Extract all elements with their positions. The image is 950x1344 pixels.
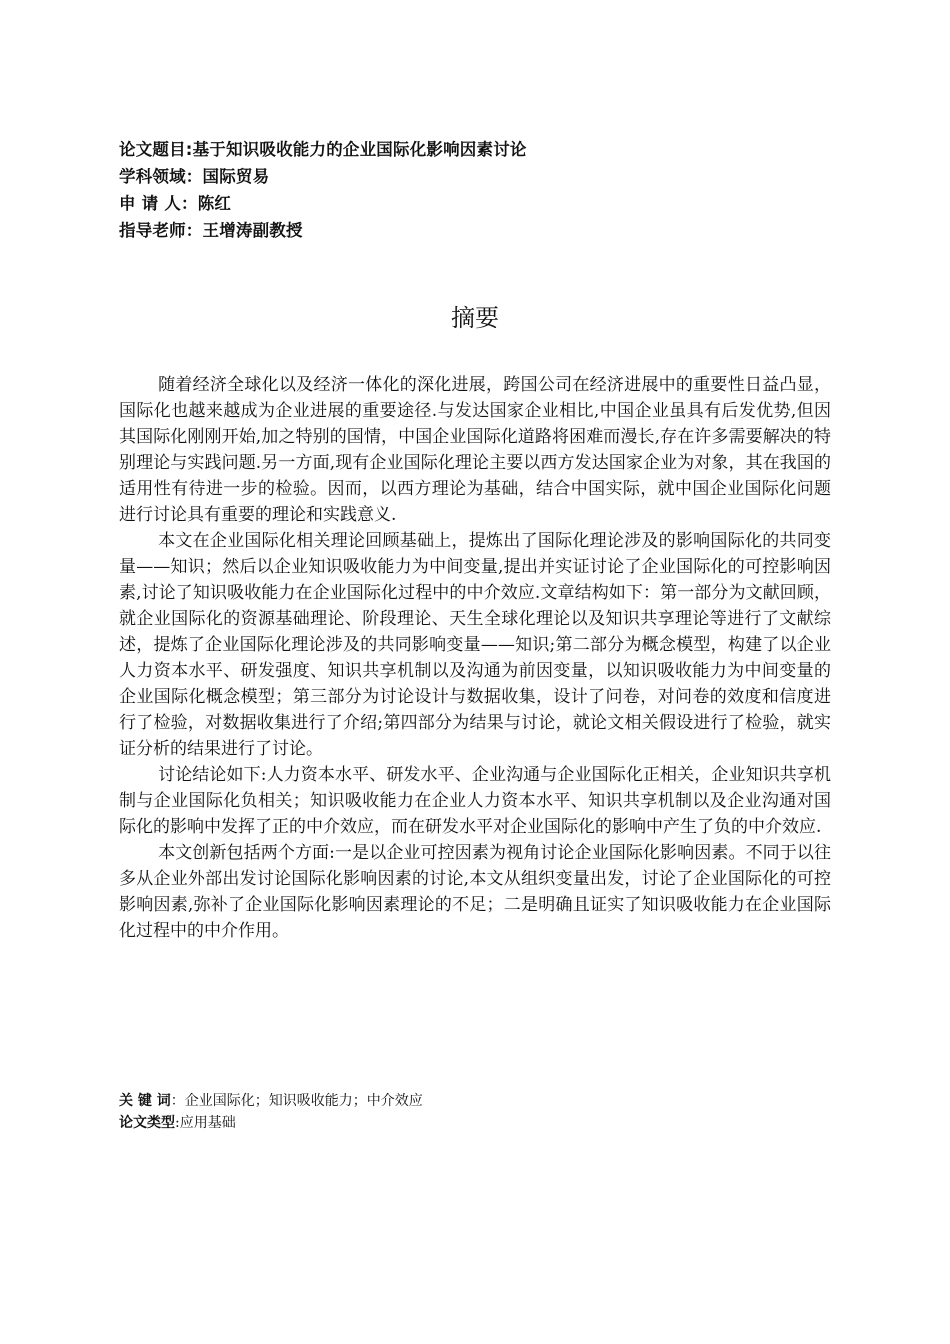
- subject-field-value: 国际贸易: [202, 167, 270, 186]
- advisor-value: 王增涛副教授: [202, 221, 303, 240]
- keywords-value: ：企业国际化；知识吸收能力；中介效应: [170, 1093, 423, 1109]
- abstract-body: [119, 372, 831, 944]
- paper-title-label: 论文题目:: [119, 140, 193, 159]
- advisor-label: 指导老师：: [119, 221, 203, 240]
- applicant-label: 申 请 人：: [119, 194, 198, 213]
- paper-type-row: [119, 1113, 831, 1133]
- keywords-row: [119, 1091, 831, 1111]
- subject-field-row: [119, 163, 839, 190]
- abstract-heading: 摘要: [451, 304, 499, 332]
- paper-title-value: 基于知识吸收能力的企业国际化影响因素讨论: [192, 140, 527, 159]
- abstract-paragraph-2: 本文在企业国际化相关理论回顾基础上，提炼出了国际化理论涉及的影响国际化的共同变量——知识；然后以企业知识吸收能力为中间变量,提出并实证讨论了企业国际化的可控影响因素,讨论了知识吸收能力在企业国际化过程中的中介效应.文章结构如下：第一部分为文献回顾，就企业国际化的资源基础理论、阶段理论、天生全球化理论以及知识共享理论等进行了文献综述，提炼了企业国际化理论涉及的共同影响变量——知识;第二部分为概念模型，构建了以企业人力资本水平、研发强度、知识共享机制以及沟通为前因变量，以知识吸收能力为中间变量的企业国际化概念模型；第三部分为讨论设计与数据收集，设计了问卷，对问卷的效度和信度进行了检验，对数据收集进行了介绍;第四部分为结果与讨论，就论文相关假设进行了检验，就实证分析的结果进行了讨论。: [119, 531, 831, 759]
- abstract-paragraph-4: 本文创新包括两个方面:一是以企业可控因素为视角讨论企业国际化影响因素。不同于以往多从企业外部出发讨论国际化影响因素的讨论,本文从组织变量出发，讨论了企业国际化的可控影响因素,弥补了企业国际化影响因素理论的不足；二是明确且证实了知识吸收能力在企业国际化过程中的中介作用。: [119, 843, 831, 941]
- applicant-row: [119, 190, 839, 217]
- abstract-paragraph-1: 随着经济全球化以及经济一体化的深化进展，跨国公司在经济进展中的重要性日益凸显，国际化也越来越成为企业进展的重要途径.与发达国家企业相比,中国企业虽具有后发优势,但因其国际化刚刚开始,加之特别的国情，中国企业国际化道路将困难而漫长,存在许多需要解决的特别理论与实践问题.另一方面,现有企业国际化理论主要以西方发达国家企业为对象，其在我国的适用性有待进一步的检验。因而，以西方理论为基础，结合中国实际，就中国企业国际化问题进行讨论具有重要的理论和实践意义.: [119, 375, 831, 525]
- advisor-row: [119, 217, 839, 244]
- paper-title-row: [119, 136, 839, 163]
- paper-type-value: :应用基础: [175, 1115, 236, 1131]
- subject-field-label: 学科领域：: [119, 167, 203, 186]
- paper-meta: [119, 136, 839, 244]
- paper-type-label: 论文类型: [119, 1115, 175, 1131]
- applicant-value: 陈红: [197, 194, 232, 213]
- keywords-label: 关 键 词: [119, 1093, 171, 1109]
- abstract-paragraph-3: 讨论结论如下:人力资本水平、研发水平、企业沟通与企业国际化正相关，企业知识共享机制与企业国际化负相关；知识吸收能力在企业人力资本水平、知识共享机制以及企业沟通对国际化的影响中发挥了正的中介效应，而在研发水平对企业国际化的影响中产生了负的中介效应.: [119, 765, 831, 837]
